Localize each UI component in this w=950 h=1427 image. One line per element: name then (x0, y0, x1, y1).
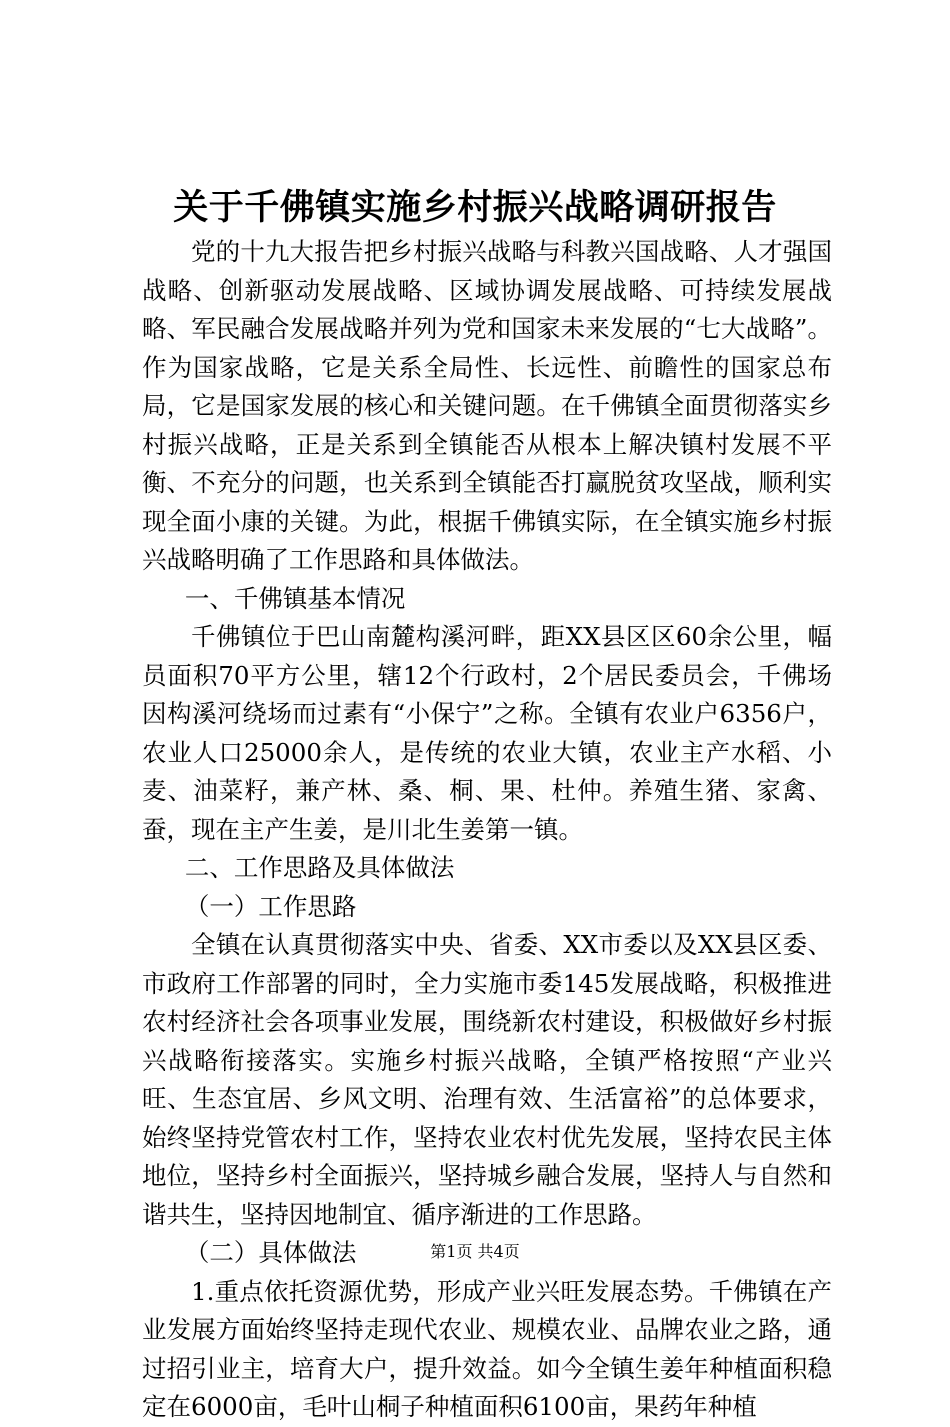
paragraph-work-ideas: 全镇在认真贯彻落实中央、省委、XX市委以及XX县区委、市政府工作部署的同时，全力实施市委145发展战略，积极推进农村经济社会各项事业发展，围绕新农村建设，积极做好乡村振兴战略衔接落实。实施乡村振兴战略，全镇严格按照“产业兴旺、生态宜居、乡风文明、治理有效、生活富裕”的总体要求，始终坚持党管农村工作，坚持农业农村优先发展，坚持农民主体地位，坚持乡村全面振兴，坚持城乡融合发展，坚持人与自然和谐共生，坚持因地制宜、循序渐进的工作思路。 (142, 930, 832, 1229)
document-title: 关于千佛镇实施乡村振兴战略调研报告 (173, 187, 777, 228)
subsection-heading-specific-measures: （二）具体做法 (184, 1238, 357, 1267)
paragraph-intro: 党的十九大报告把乡村振兴战略与科教兴国战略、人才强国战略、创新驱动发展战略、区域协调发展战略、可持续发展战略、军民融合发展战略并列为党和国家未来发展的“七大战略”。作为国家战略，它是关系全局性、长远性、前瞻性的国家总布局，它是国家发展的核心和关键问题。在千佛镇全面贯彻落实乡村振兴战略，正是关系到全镇能否从根本上解决镇村发展不平衡、不充分的问题，也关系到全镇能否打赢脱贫攻坚战，顺利实现全面小康的关键。为此，根据千佛镇实际，在全镇实施乡村振兴战略明确了工作思路和具体做法。 (142, 237, 832, 574)
subsection-heading-work-ideas: （一）工作思路 (184, 891, 357, 921)
section-heading-approach: 二、工作思路及具体做法 (184, 853, 455, 882)
paragraph-basic-situation: 千佛镇位于巴山南麓构溪河畔，距XX县区区60余公里，幅员面积70平方公里，辖12个行政村，2个居民委员会，千佛场因构溪河绕场而过素有“小保宁”之称。全镇有农业户6356户，农业人口25000余人，是传统的农业大镇，农业主产水稻、小麦、油菜籽，兼产林、桑、桐、果、杜仲。养殖生猪、家禽、蚕，现在主产生姜，是川北生姜第一镇。 (142, 622, 832, 844)
section-heading-basic-situation: 一、千佛镇基本情况 (184, 583, 406, 613)
paragraph-specific-measures: 1.重点依托资源优势，形成产业兴旺发展态势。千佛镇在产业发展方面始终坚持走现代农业、规模农业、品牌农业之路，通过招引业主，培育大户，提升效益。如今全镇生姜年种植面积稳定在6000亩，毛叶山桐子种植面积6100亩，果药年种植 (142, 1276, 832, 1421)
page-number-footer: 第1页 共4页 (430, 1242, 520, 1261)
